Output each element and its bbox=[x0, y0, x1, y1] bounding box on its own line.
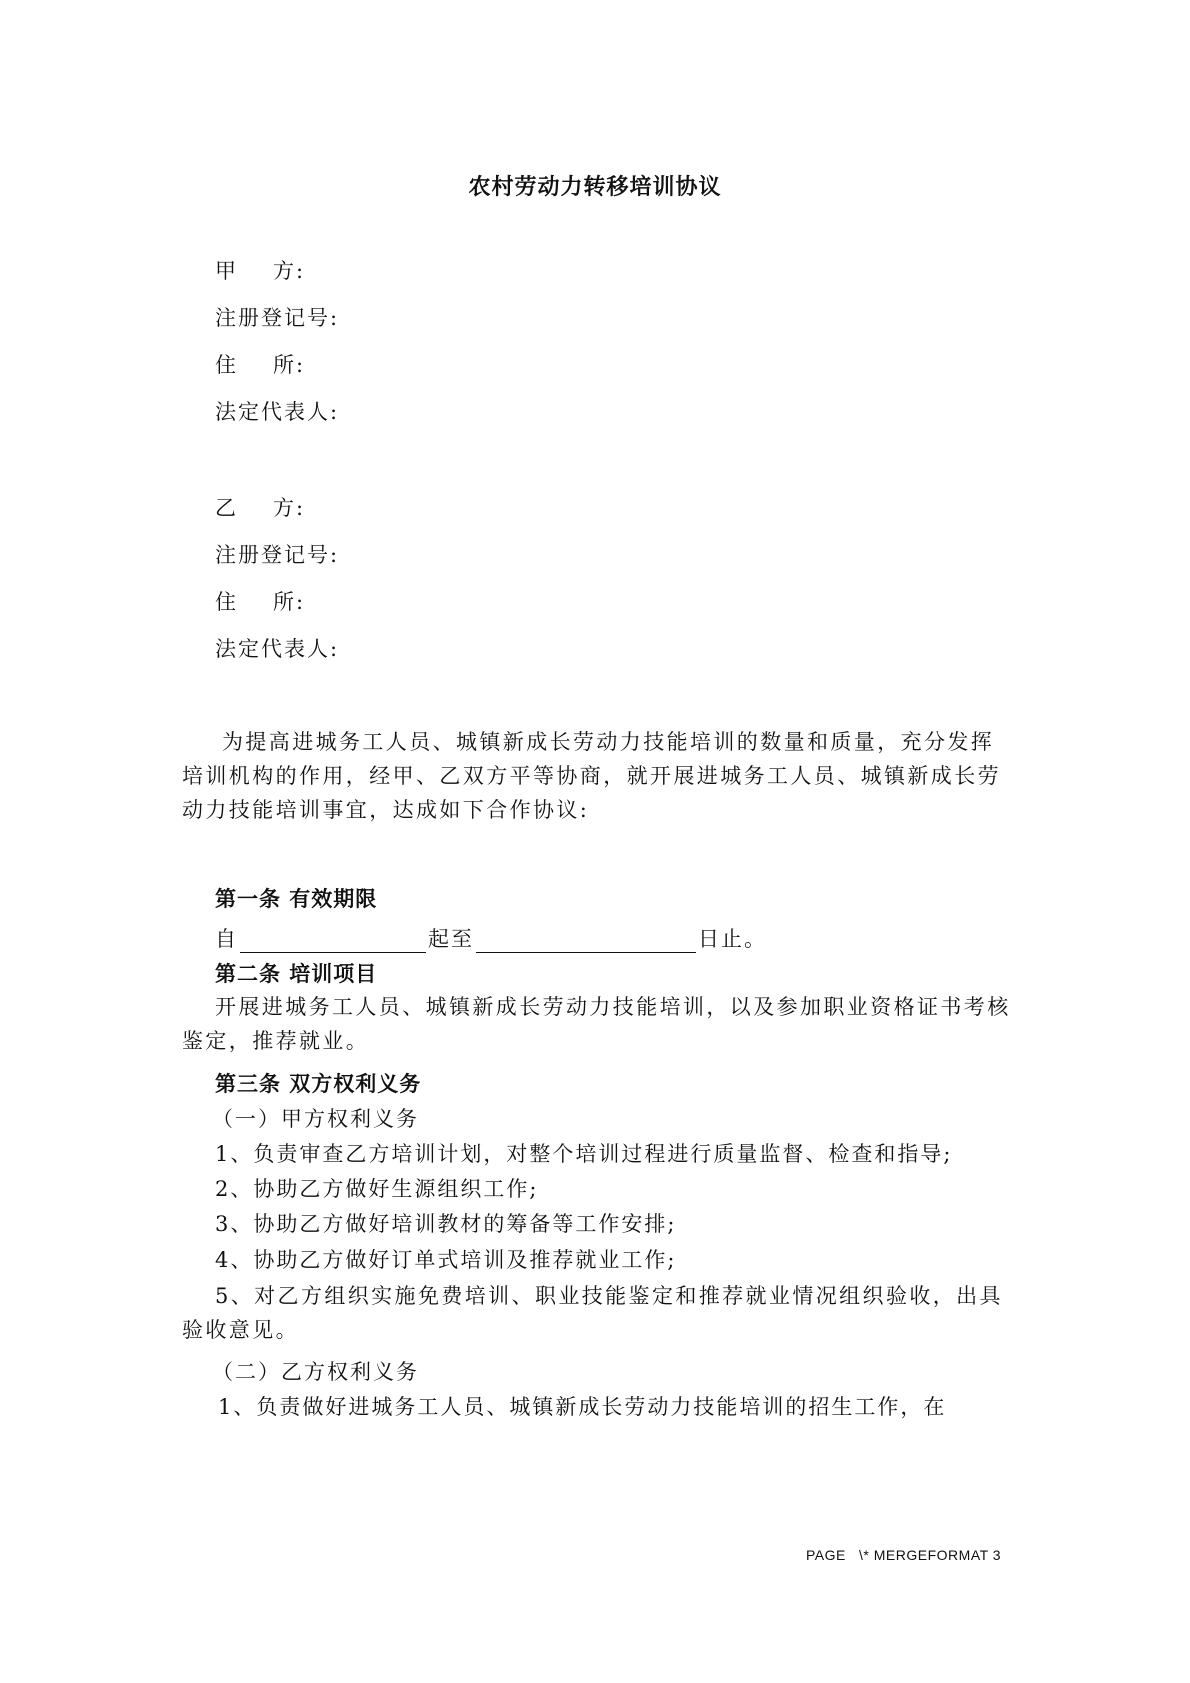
article3-a-item-5: 5、对乙方组织实施免费培训、职业技能鉴定和推荐就业情况组织验收，出具验收意见。 bbox=[182, 1284, 1003, 1342]
party-b-reg-no: 注册登记号: bbox=[215, 543, 340, 567]
document-title: 农村劳动力转移培训协议 bbox=[468, 174, 722, 200]
page-number-field: PAGE \* MERGEFORMAT 3 bbox=[806, 1547, 1002, 1563]
article1-validity-line: 自 起至 日止。 bbox=[215, 927, 767, 951]
article3-a-item-2: 2、协助乙方做好生源组织工作; bbox=[215, 1177, 539, 1201]
start-date-blank bbox=[240, 930, 426, 953]
party-a-address: 住 所: bbox=[215, 353, 306, 377]
party-b-label: 乙 方: bbox=[215, 496, 306, 520]
article3-b-item-1: 1、负责做好进城务工人员、城镇新成长劳动力技能培训的招生工作，在 bbox=[218, 1395, 947, 1419]
party-a-label: 甲 方: bbox=[215, 259, 306, 283]
article3-heading: 第三条 双方权利义务 bbox=[215, 1071, 422, 1096]
article3-a-item-4: 4、协助乙方做好订单式培训及推荐就业工作; bbox=[215, 1248, 677, 1272]
party-a-reg-no: 注册登记号: bbox=[215, 306, 340, 330]
party-b-address: 住 所: bbox=[215, 590, 306, 614]
article1-heading: 第一条 有效期限 bbox=[215, 886, 378, 911]
article2-body: 开展进城务工人员、城镇新成长劳动力技能培训，以及参加职业资格证书考核鉴定，推荐就业。 bbox=[182, 995, 1011, 1053]
article3-a-item-3: 3、协助乙方做好培训教材的筹备等工作安排; bbox=[215, 1212, 677, 1236]
article3-subheading-a: （一）甲方权利义务 bbox=[212, 1107, 419, 1131]
article2-heading: 第二条 培训项目 bbox=[215, 961, 378, 986]
article3-subheading-b: （二）乙方权利义务 bbox=[212, 1360, 419, 1384]
article3-a-item-1: 1、负责审查乙方培训计划，对整个培训过程进行质量监督、检查和指导; bbox=[215, 1142, 953, 1166]
preamble-paragraph: 为提高进城务工人员、城镇新成长劳动力技能培训的数量和质量，充分发挥培训机构的作用，经甲、乙双方平等协商，就开展进城务工人员、城镇新成长劳动力技能培训事宜，达成如下合作协议: bbox=[182, 730, 1001, 822]
party-b-legal-rep: 法定代表人: bbox=[215, 637, 340, 661]
party-a-legal-rep: 法定代表人: bbox=[215, 400, 340, 424]
end-date-blank bbox=[476, 930, 696, 953]
